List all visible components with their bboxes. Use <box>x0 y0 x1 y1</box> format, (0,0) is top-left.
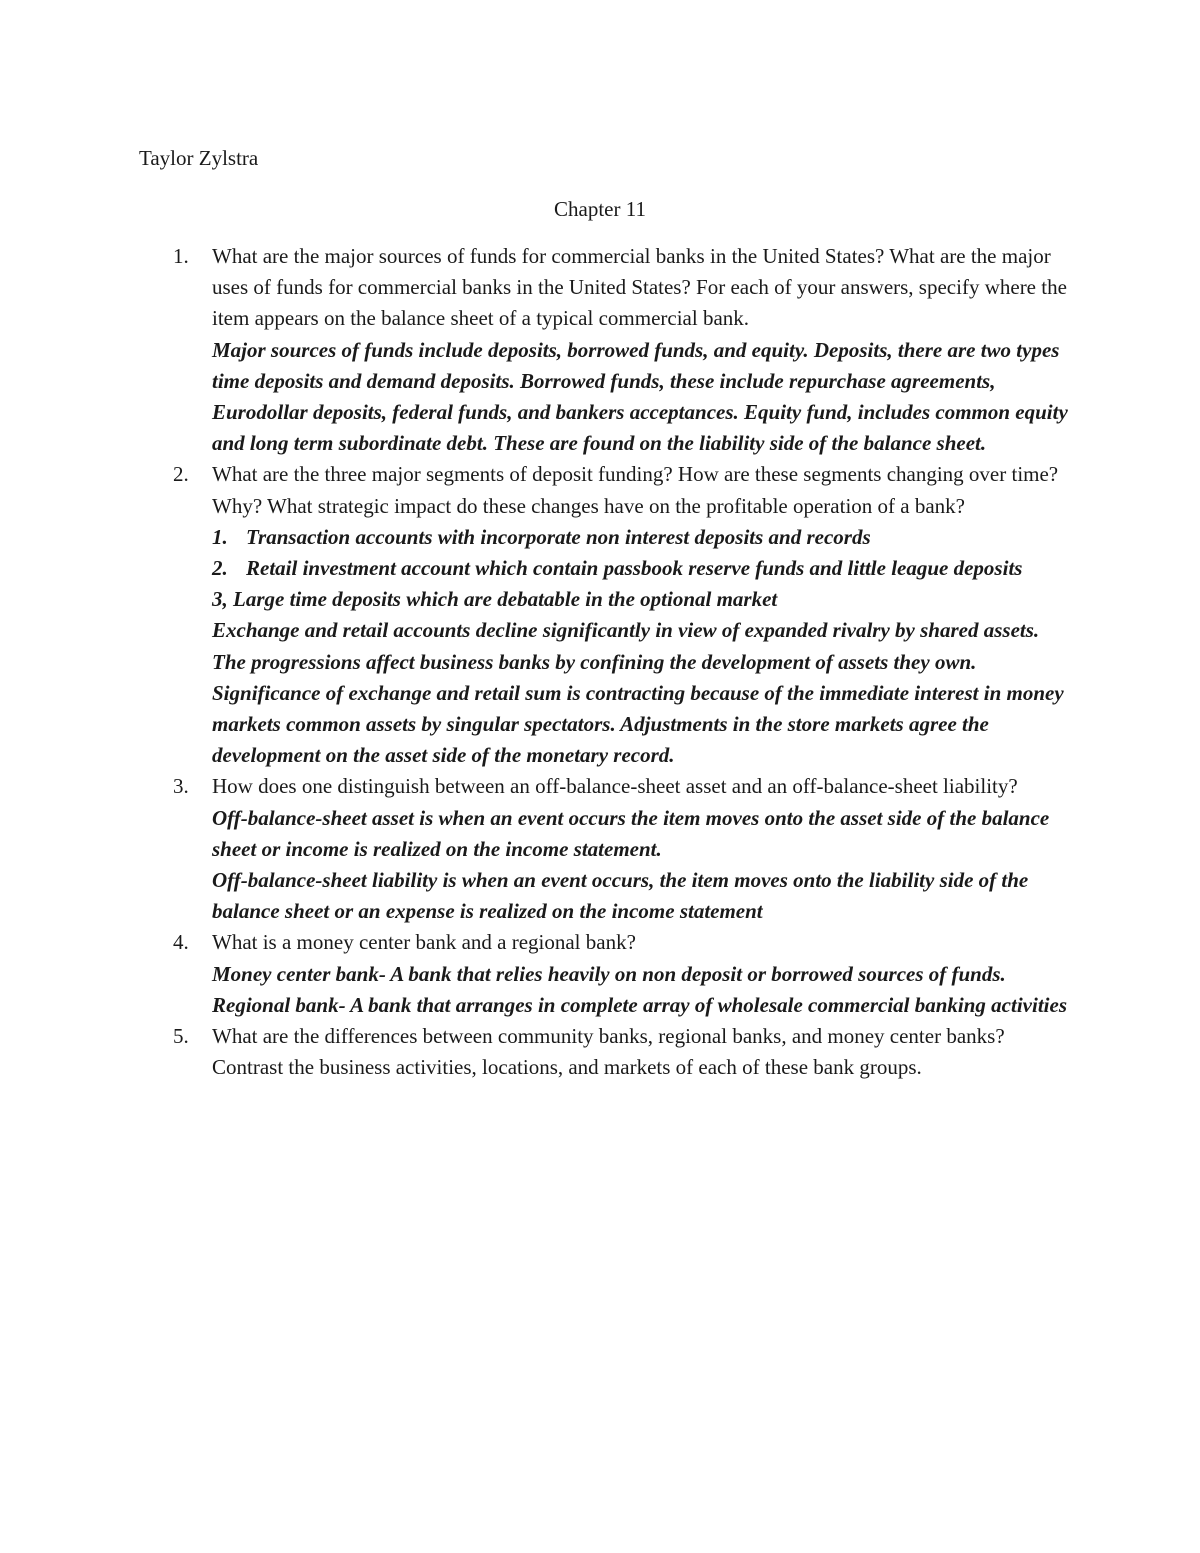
question-text: What are the differences between community banks, regional banks, and money center banks? Contrast the business activities, locations, and markets of each of these bank groups. <box>212 1024 1005 1080</box>
answer-text: Exchange and retail accounts decline significantly in view of expanded rivalry by shared assets. The progressions affect business banks by confining the development of assets they own. <box>212 618 1040 674</box>
question-number: 2. <box>173 462 189 487</box>
question-text: How does one distinguish between an off-balance-sheet asset and an off-balance-sheet liability? <box>212 774 1018 799</box>
question-5 <box>173 1021 1072 1083</box>
question-number: 4. <box>173 930 189 955</box>
question-text: What are the three major segments of deposit funding? How are these segments changing over time? Why? What strategic impact do these changes have on the profitable operation of a bank? <box>212 462 1059 518</box>
answer-text: Off-balance-sheet liability is when an event occurs, the item moves onto the liability side of the balance sheet or an expense is realized on the income statement <box>212 868 1029 924</box>
answer-text: Off-balance-sheet asset is when an event occurs the item moves onto the asset side of the balance sheet or income is realized on the income statement. <box>212 805 1050 861</box>
sub-item-number: 2. <box>212 556 228 581</box>
answer-text: Significance of exchange and retail sum is contracting because of the immediate interest in money markets common assets by singular spectators. Adjustments in the store markets agree the development on the asset side of the monetary record. <box>212 680 1064 768</box>
question-number: 5. <box>173 1024 189 1049</box>
question-2 <box>173 459 1072 771</box>
sub-item-text: Transaction accounts with incorporate non interest deposits and records <box>246 524 871 549</box>
question-number: 3. <box>173 774 189 799</box>
answer-text: Regional bank- A bank that arranges in complete array of wholesale commercial banking activities <box>212 992 1067 1017</box>
question-4 <box>173 927 1072 1021</box>
chapter-title: Chapter 11 <box>554 197 646 221</box>
question-text: What are the major sources of funds for commercial banks in the United States? What are the major uses of funds for commercial banks in the United States? For each of your answers, specify where the item appears on the balance sheet of a typical commercial bank. <box>212 244 1067 331</box>
answer-sub-list <box>212 522 1072 584</box>
question-1 <box>173 241 1072 459</box>
sub-item-number: 1. <box>212 524 228 549</box>
question-number: 1. <box>173 244 189 268</box>
question-3 <box>173 771 1072 927</box>
answer-sub-item <box>212 522 1072 553</box>
answer-text: Money center bank- A bank that relies heavily on non deposit or borrowed sources of funds. <box>212 961 1006 986</box>
answer-sub-item <box>212 553 1072 584</box>
author-name: Taylor Zylstra <box>139 146 259 170</box>
question-list <box>173 241 1072 1083</box>
answer-text: 3, Large time deposits which are debatable in the optional market <box>212 587 778 612</box>
answer-text: Major sources of funds include deposits, borrowed funds, and equity. Deposits, there are two types time deposits and demand deposits. Borrowed funds, these include repurchase agreements, Eurodollar deposits, federal funds, and bankers acceptances. Equity fund, includes common equity and long term subordinate debt. These are found on the liability side of the balance sheet. <box>212 337 1068 456</box>
question-text: What is a money center bank and a regional bank? <box>212 930 636 955</box>
sub-item-text: Retail investment account which contain passbook reserve funds and little league deposits <box>246 556 1023 581</box>
